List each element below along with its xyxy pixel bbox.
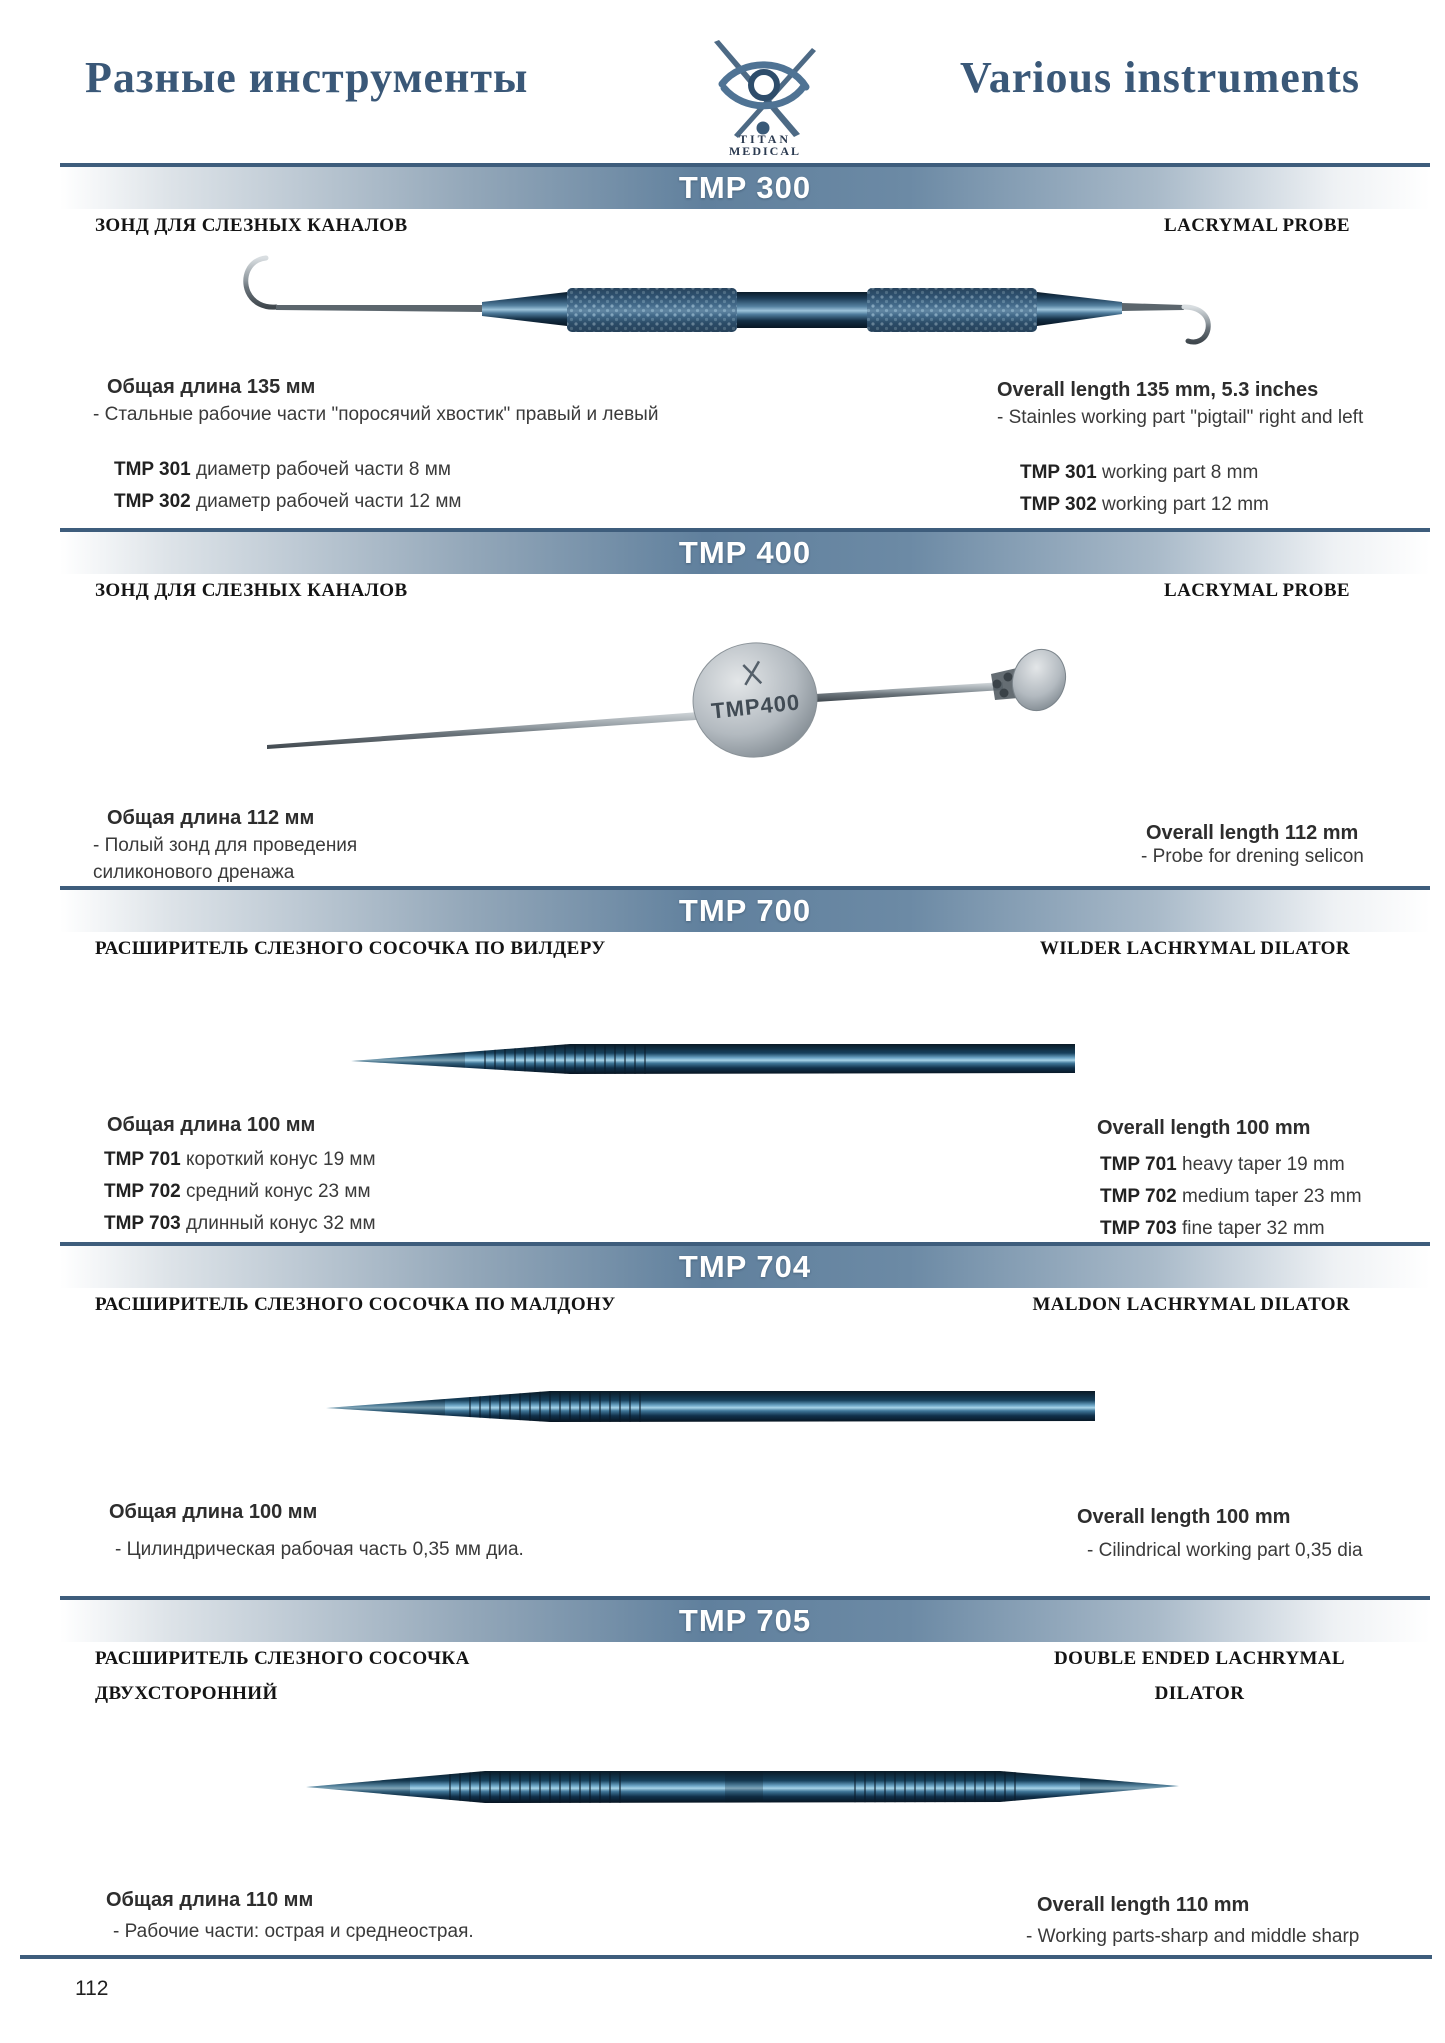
product-code: TMP 705 bbox=[678, 1603, 812, 1638]
product-name-ru: РАСШИРИТЕЛЬ СЛЕЗНОГО СОСОЧКА ПО ВИЛДЕРУ bbox=[95, 938, 606, 959]
spec-line-en: - Stainles working part "pigtail" right and left bbox=[997, 407, 1364, 428]
spec-item bbox=[104, 1148, 376, 1172]
product-name-ru bbox=[95, 1641, 470, 1711]
product-code: TMP 400 bbox=[678, 535, 812, 570]
section-banner bbox=[60, 528, 1430, 574]
tmp704-instrument-image bbox=[320, 1382, 1095, 1428]
banner-band bbox=[60, 1600, 1430, 1642]
product-name-en bbox=[1054, 1641, 1345, 1711]
product-code: TMP 704 bbox=[678, 1249, 812, 1284]
item-text: средний конус 23 мм bbox=[186, 1181, 371, 1202]
item-text: fine taper 32 mm bbox=[1182, 1218, 1325, 1239]
logo-text-line1: TITAN bbox=[738, 132, 792, 146]
page-title-en: Various instruments bbox=[960, 53, 1360, 102]
page-title-ru: Разные инструменты bbox=[85, 53, 529, 102]
item-code: TMP 702 bbox=[104, 1181, 181, 1202]
spec-heading-en: Overall length 100 mm bbox=[1077, 1506, 1291, 1528]
item-code: TMP 301 bbox=[114, 459, 191, 480]
item-code: TMP 702 bbox=[1100, 1186, 1177, 1207]
item-code: TMP 703 bbox=[1100, 1218, 1177, 1239]
item-text: medium taper 23 mm bbox=[1182, 1186, 1362, 1207]
section-banner bbox=[60, 886, 1430, 932]
product-name-en: LACRYMAL PROBE bbox=[1164, 580, 1350, 601]
specs-ru bbox=[93, 1113, 376, 1236]
section-banner bbox=[60, 1596, 1430, 1642]
product-name-en: WILDER LACHRYMAL DILATOR bbox=[1039, 938, 1350, 959]
product-name-ru-line1: РАСШИРИТЕЛЬ СЛЕЗНОГО СОСОЧКА bbox=[95, 1648, 470, 1669]
spec-item bbox=[1100, 1217, 1362, 1241]
spec-heading-ru: Общая длина 112 мм bbox=[107, 807, 315, 829]
product-name-en: LACRYMAL PROBE bbox=[1164, 215, 1350, 236]
titan-medical-logo-icon bbox=[700, 38, 830, 156]
spec-item bbox=[1100, 1185, 1362, 1209]
banner-band bbox=[60, 167, 1430, 209]
spec-heading-en: Overall length 135 mm, 5.3 inches bbox=[997, 379, 1319, 401]
banner-band bbox=[60, 890, 1430, 932]
spec-heading-en: Overall length 112 mm bbox=[1146, 822, 1359, 844]
section-banner bbox=[60, 163, 1430, 209]
item-code: TMP 302 bbox=[1020, 494, 1097, 515]
product-code: TMP 300 bbox=[678, 170, 812, 205]
specs-ru bbox=[93, 375, 658, 514]
item-code: TMP 302 bbox=[114, 491, 191, 512]
spec-item bbox=[114, 490, 658, 514]
spec-line-ru: - Цилиндрическая рабочая часть 0,35 мм диа. bbox=[115, 1539, 524, 1560]
product-name-en-line1: DOUBLE ENDED LACHRYMAL bbox=[1053, 1648, 1345, 1669]
spec-heading-ru: Общая длина 100 мм bbox=[107, 1114, 316, 1136]
spec-line-en: - Working parts-sharp and middle sharp bbox=[1026, 1926, 1360, 1947]
tmp400-instrument-image bbox=[255, 612, 1085, 784]
spec-line-en: - Probe for drening selicon bbox=[1141, 846, 1364, 867]
product-name-en-line2: DILATOR bbox=[1154, 1683, 1245, 1704]
spec-heading-ru: Общая длина 100 мм bbox=[109, 1501, 318, 1523]
spec-heading-en: Overall length 110 mm bbox=[1037, 1894, 1250, 1916]
spec-line-ru: - Рабочие части: острая и среднеострая. bbox=[113, 1921, 474, 1942]
spec-item bbox=[1020, 461, 1363, 485]
instrument-engraving-label: TMP400 bbox=[710, 689, 802, 724]
footer-rule bbox=[20, 1955, 1432, 1959]
spec-heading-en: Overall length 100 mm bbox=[1097, 1117, 1311, 1139]
item-code: TMP 701 bbox=[104, 1149, 181, 1170]
product-name-ru: ЗОНД ДЛЯ СЛЕЗНЫХ КАНАЛОВ bbox=[95, 215, 408, 236]
product-code: TMP 700 bbox=[678, 893, 812, 928]
spec-line-ru: - Стальные рабочие части "поросячий хвостик" правый и левый bbox=[93, 404, 659, 425]
item-code: TMP 703 bbox=[104, 1213, 181, 1234]
specs-en bbox=[1097, 1116, 1362, 1241]
spec-item bbox=[104, 1180, 376, 1204]
spec-heading-ru: Общая длина 110 мм bbox=[106, 1889, 314, 1911]
spec-line-ru: силиконового дренажа bbox=[93, 862, 295, 883]
banner-band bbox=[60, 532, 1430, 574]
item-text: heavy taper 19 mm bbox=[1182, 1154, 1345, 1175]
specs-en bbox=[1141, 821, 1364, 868]
spec-item bbox=[104, 1212, 376, 1236]
product-name-ru: ЗОНД ДЛЯ СЛЕЗНЫХ КАНАЛОВ bbox=[95, 580, 408, 601]
section-banner bbox=[60, 1242, 1430, 1288]
specs-en bbox=[997, 378, 1363, 517]
spec-item bbox=[114, 458, 658, 482]
page-number: 112 bbox=[75, 1977, 109, 2000]
product-name-en: MALDON LACHRYMAL DILATOR bbox=[1032, 1294, 1350, 1315]
item-text: длинный конус 32 мм bbox=[186, 1213, 376, 1234]
specs-ru bbox=[106, 1888, 474, 1943]
spec-line-en: - Cilindrical working part 0,35 dia bbox=[1087, 1540, 1363, 1561]
product-name-ru-line2: ДВУХСТОРОННИЙ bbox=[95, 1683, 278, 1704]
item-text: working part 12 mm bbox=[1102, 494, 1269, 515]
specs-ru bbox=[93, 806, 357, 884]
tmp300-instrument-image bbox=[232, 250, 1232, 350]
item-text: диаметр рабочей части 12 мм bbox=[196, 491, 462, 512]
specs-en bbox=[1077, 1505, 1363, 1562]
tmp705-instrument-image bbox=[300, 1762, 1185, 1808]
item-text: диаметр рабочей части 8 мм bbox=[196, 459, 451, 480]
tmp700-instrument-image bbox=[345, 1036, 1075, 1080]
item-text: короткий конус 19 мм bbox=[186, 1149, 376, 1170]
spec-line-ru: - Полый зонд для проведения bbox=[93, 835, 358, 856]
banner-band bbox=[60, 1246, 1430, 1288]
specs-ru bbox=[109, 1500, 524, 1561]
logo-text-line2: MEDICAL bbox=[728, 144, 802, 156]
item-code: TMP 301 bbox=[1020, 462, 1097, 483]
spec-item bbox=[1100, 1153, 1362, 1177]
spec-item bbox=[1020, 493, 1363, 517]
specs-en bbox=[1026, 1893, 1359, 1948]
item-text: working part 8 mm bbox=[1102, 462, 1259, 483]
product-name-ru: РАСШИРИТЕЛЬ СЛЕЗНОГО СОСОЧКА ПО МАЛДОНУ bbox=[95, 1294, 616, 1315]
item-code: TMP 701 bbox=[1100, 1154, 1177, 1175]
spec-heading-ru: Общая длина 135 мм bbox=[107, 376, 316, 398]
